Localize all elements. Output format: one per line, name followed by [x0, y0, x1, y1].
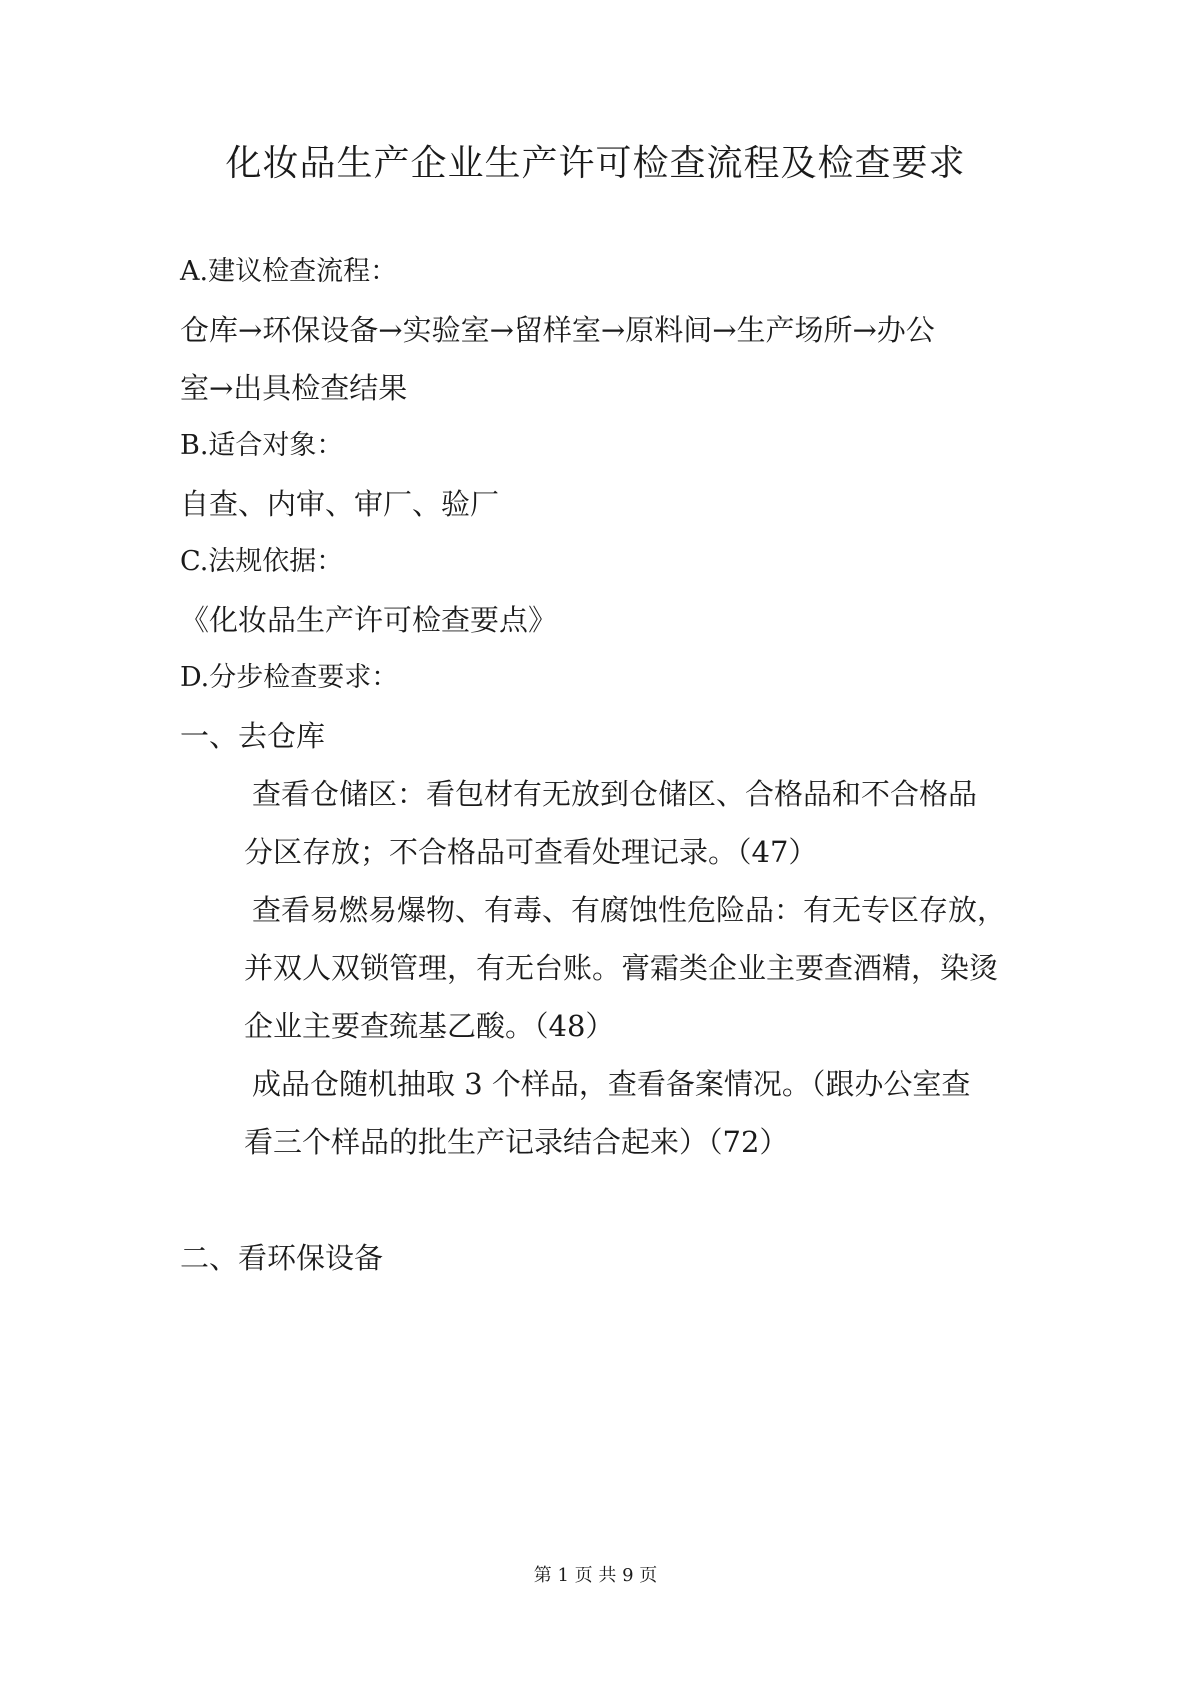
section-b-text: 自查、内审、审厂、验厂 — [180, 487, 500, 521]
step-1-item-1-line-1: 查看仓储区：看包材有无放到仓储区、合格品和不合格品 — [252, 777, 978, 811]
step-1-item-1-line-2: 分区存放；不合格品可查看处理记录。（47） — [244, 835, 818, 869]
step-1-heading: 一、去仓库 — [180, 719, 326, 753]
document-title: 化妆品生产企业生产许可检查流程及检查要求 — [225, 143, 966, 184]
section-c-label: C.法规依据： — [180, 546, 344, 577]
step-1-item-3-line-2: 看三个样品的批生产记录结合起来）（72） — [244, 1125, 789, 1159]
step-1-item-3-line-1: 成品仓随机抽取 3 个样品，查看备案情况。（跟办公室查 — [252, 1067, 971, 1101]
section-b-label: B.适合对象： — [180, 430, 344, 461]
step-1-item-2-line-3: 企业主要查巯基乙酸。（48） — [244, 1009, 615, 1043]
step-1-item-2-line-2: 并双人双锁管理，有无台账。膏霜类企业主要查酒精，染烫 — [244, 951, 999, 985]
step-2-heading: 二、看环保设备 — [180, 1241, 384, 1275]
page-footer: 第 1 页 共 9 页 — [533, 1565, 658, 1586]
section-c-text: 《化妆品生产许可检查要点》 — [180, 603, 558, 637]
section-a-flow-line-1: 仓库→环保设备→实验室→留样室→原料间→生产场所→办公 — [180, 313, 935, 347]
section-a-label: A.建议检查流程： — [180, 256, 398, 287]
section-a-flow-line-2: 室→出具检查结果 — [180, 371, 408, 405]
section-d-label: D.分步检查要求： — [180, 662, 399, 693]
step-1-item-2-line-1: 查看易燃易爆物、有毒、有腐蚀性危险品：有无专区存放， — [252, 893, 1007, 927]
